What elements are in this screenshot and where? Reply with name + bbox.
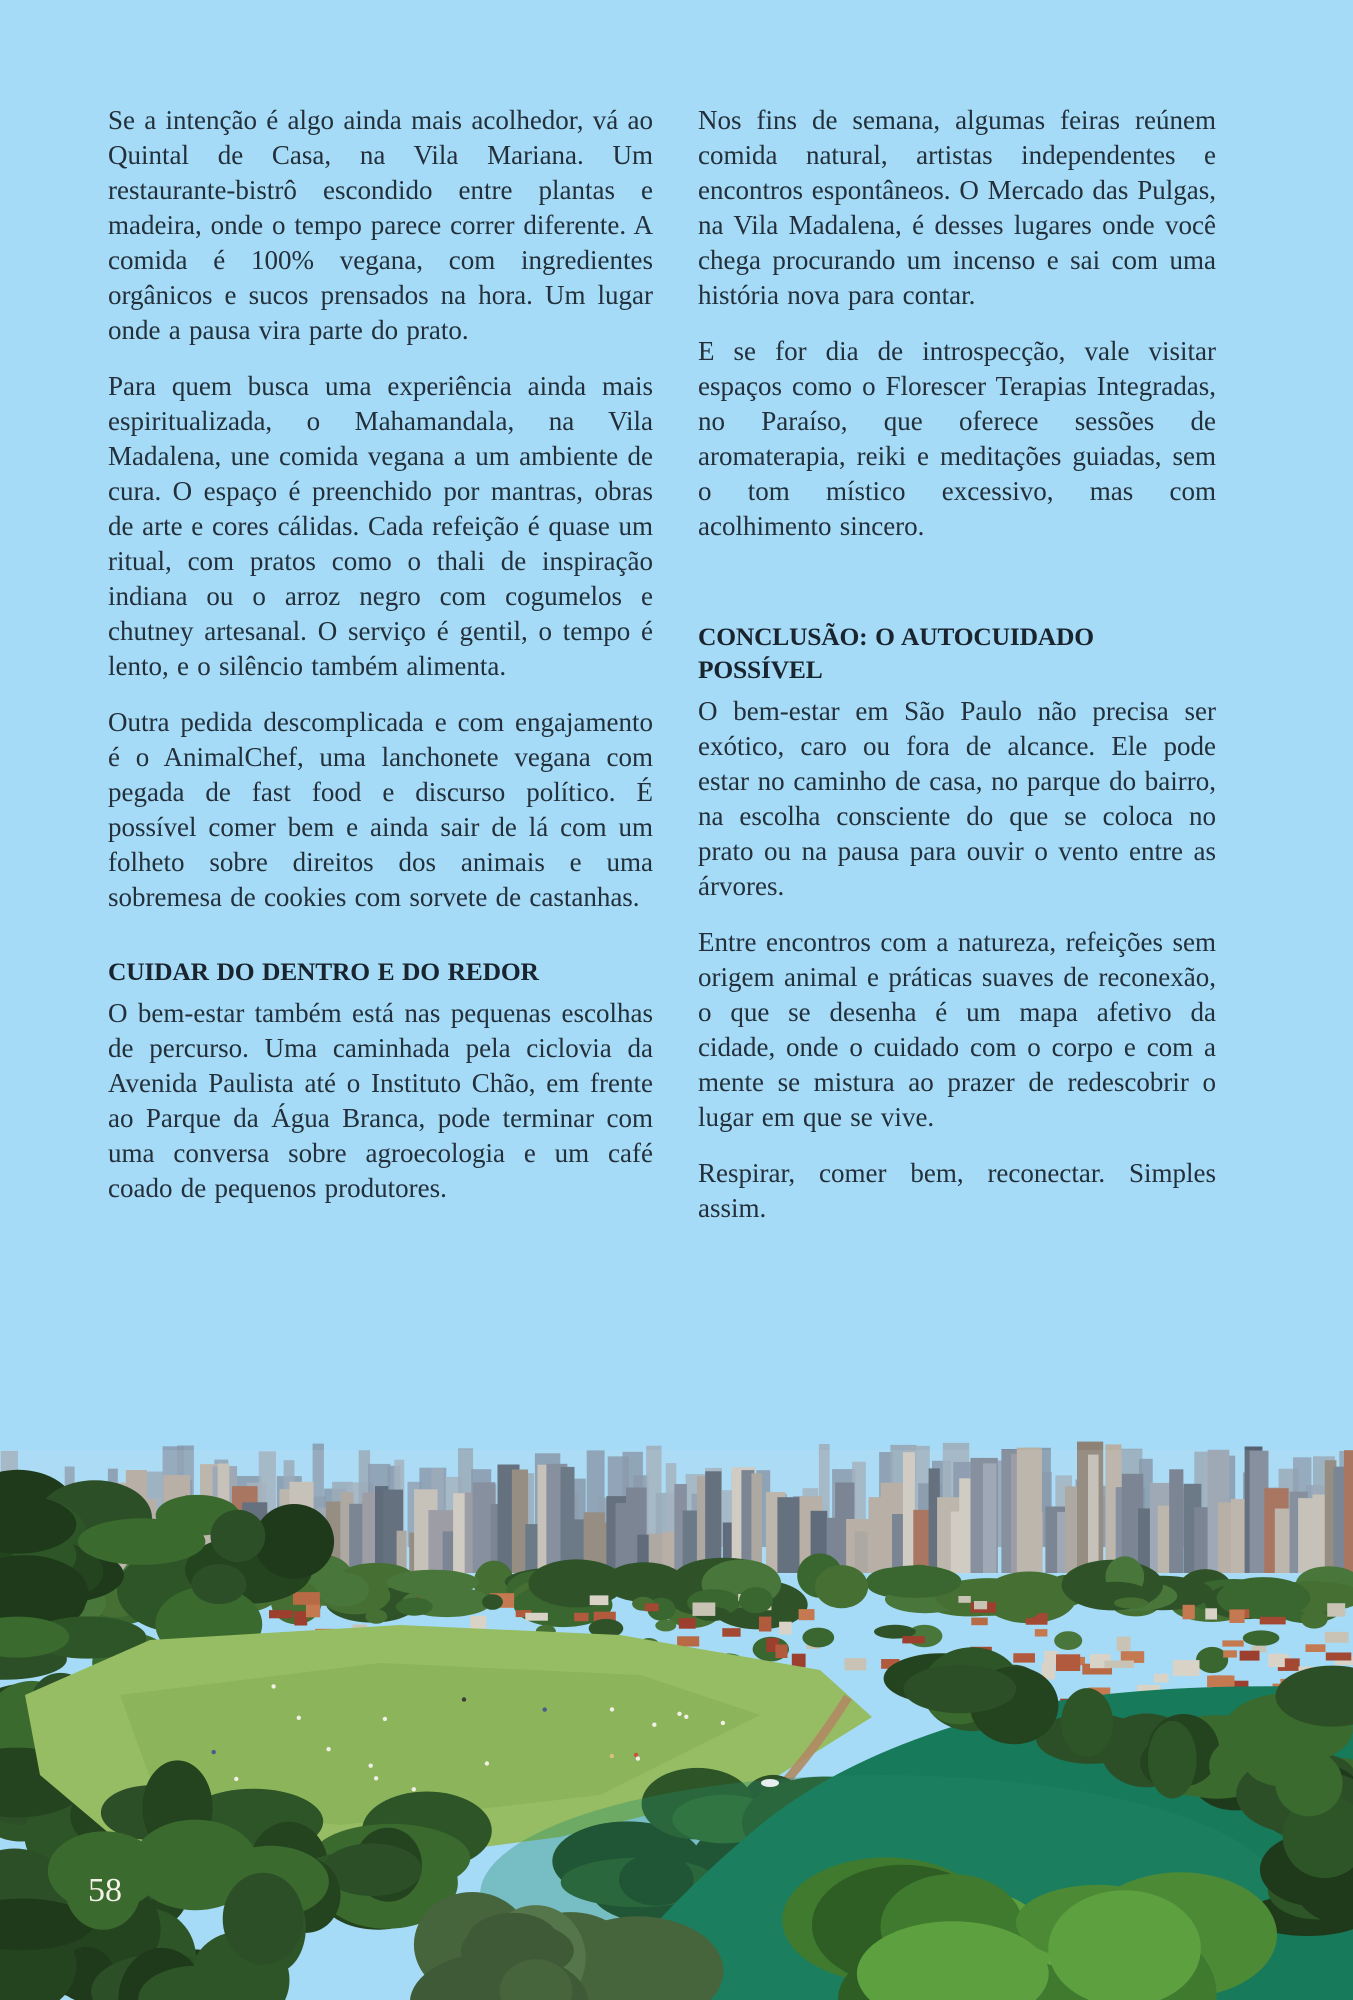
- text-column-right: [698, 103, 1216, 1247]
- body-paragraph: Respirar, comer bem, reconectar. Simples assim.: [698, 1158, 1216, 1223]
- body-paragraph: Para quem busca uma experiência ainda mais espiritualizada, o Mahamandala, na Vila Madalena, une comida vegana a um ambiente de cura. O espaço é preenchido por mantras, obras de arte e cores cálidas. Cada refeição é quase um ritual, com pratos como o thali de inspiração indiana ou o arroz negro com cogumelos e chutney artesanal. O serviço é gentil, o tempo é lento, e o silêncio também alimenta.: [108, 371, 653, 681]
- body-paragraph: Se a intenção é algo ainda mais acolhedor, vá ao Quintal de Casa, na Vila Mariana. Um restaurante-bistrô escondido entre plantas e madeira, onde o tempo parece correr diferente. A comida é 100% vegana, com ingredientes orgânicos e sucos prensados na hora. Um lugar onde a pausa vira parte do prato.: [108, 105, 653, 345]
- section-heading: CUIDAR DO DENTRO E DO REDOR: [108, 957, 539, 986]
- page-number: 58: [88, 1872, 122, 1909]
- photo-illustration: [0, 1395, 1353, 2000]
- text-column-left: [108, 103, 653, 1227]
- section-heading: CONCLUSÃO: O AUTOCUIDADO POSSÍVEL: [698, 622, 1094, 684]
- body-paragraph: Nos fins de semana, algumas feiras reúnem comida natural, artistas independentes e encontros espontâneos. O Mercado das Pulgas, na Vila Madalena, é desses lugares onde você chega procurando um incenso e sai com uma história nova para contar.: [698, 105, 1216, 310]
- body-paragraph: Entre encontros com a natureza, refeições sem origem animal e práticas suaves de reconexão, o que se desenha é um mapa afetivo da cidade, onde o cuidado com o corpo e com a mente se mistura ao prazer de redescobrir o lugar em que se vive.: [698, 927, 1216, 1132]
- body-paragraph: Outra pedida descomplicada e com engajamento é o AnimalChef, uma lanchonete vegana com pegada de fast food e discurso político. É possível comer bem e ainda sair de lá com um folheto sobre direitos dos animais e uma sobremesa de cookies com sorvete de castanhas.: [108, 707, 653, 912]
- body-paragraph: O bem-estar em São Paulo não precisa ser exótico, caro ou fora de alcance. Ele pode estar no caminho de casa, no parque do bairro, na escolha consciente do que se coloca no prato ou na pausa para ouvir o vento entre as árvores.: [698, 696, 1216, 901]
- body-paragraph: E se for dia de introspecção, vale visitar espaços como o Florescer Terapias Integradas, no Paraíso, que oferece sessões de aromaterapia, reiki e meditações guiadas, sem o tom místico excessivo, mas com acolhimento sincero.: [698, 336, 1216, 541]
- body-paragraph: O bem-estar também está nas pequenas escolhas de percurso. Uma caminhada pela ciclovia da Avenida Paulista até o Instituto Chão, em frente ao Parque da Água Branca, pode terminar com uma conversa sobre agroecologia e um café coado de pequenos produtores.: [108, 998, 653, 1203]
- aerial-city-park-photo: [0, 1395, 1353, 2000]
